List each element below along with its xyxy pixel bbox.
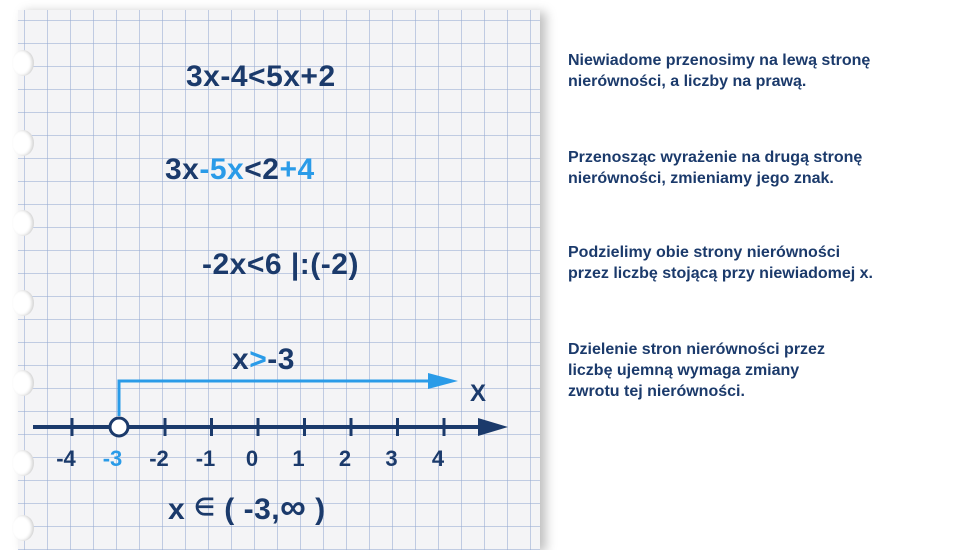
eq4-part-1: x [232,343,250,376]
equation-step-1: 3x-4<5x+2 [186,60,336,93]
eq4-part-3: -3 [267,343,295,376]
note-4: Dzielenie stron nierówności przez liczbę ujemną wymaga zmiany zwrotu tej nierówności. [568,341,825,400]
eq2-part-1: 3x [165,153,200,186]
tick-label: -2 [149,446,169,471]
eq2-part-3: <2 [244,153,280,186]
eq2-part-4: +4 [279,153,315,186]
axis-arrowhead [478,418,508,436]
solution-part-3: ( -3, [224,493,281,526]
solution-part-1: x [168,493,186,526]
tick-label: -1 [195,446,216,471]
tick-label: 3 [385,446,398,471]
tick-labels [56,446,445,471]
note-2: Przenosząc wyrażenie na drugą stronę nierówności, zmieniamy jego znak. [568,149,863,187]
solution-part-5: ) [315,493,326,526]
tick-label: 4 [431,446,445,471]
tick-label: -3 [102,446,123,471]
tick-label: 1 [292,446,305,471]
eq4-part-2: > [249,343,268,376]
open-point [110,418,128,436]
infinity-symbol: ∞ [280,486,307,527]
solution-range-arrow [428,373,458,389]
element-of-symbol: ∈ [194,494,216,521]
tick-label: -4 [56,446,76,471]
solution-range-line [119,381,430,416]
note-1: Niewiadome przenosimy na lewą stronę nierówności, a liczby na prawą. [568,52,871,90]
tick-label: 0 [245,446,259,471]
eq2-part-2: -5x [199,153,245,186]
equation-step-3: -2x<6 |:(-2) [202,248,359,281]
axis-label: X [470,380,487,407]
note-3: Podzielimy obie strony nierówności przez liczbę stojącą przy niewiadomej x. [568,244,873,282]
tick-label: 2 [338,446,352,471]
